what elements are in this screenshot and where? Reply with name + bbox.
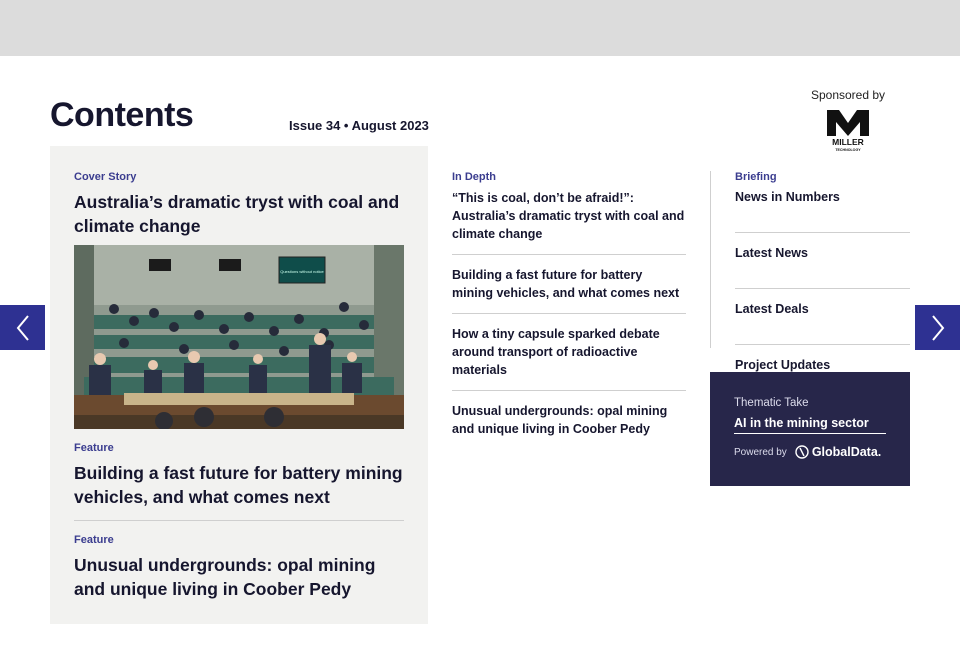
briefing-item-news-in-numbers[interactable]: News in Numbers: [735, 190, 910, 233]
powered-by-label: Powered by: [734, 446, 787, 458]
in-depth-item-1[interactable]: “This is coal, don’t be afraid!”: Australia’s dramatic tryst with coal and climate change: [452, 189, 686, 255]
miller-logo[interactable]: [823, 110, 873, 152]
parliament-photo-illustration: [74, 245, 404, 429]
feature-1-headline[interactable]: Building a fast future for battery mining vehicles, and what comes next: [74, 463, 403, 507]
powered-by: [734, 445, 881, 459]
in-depth-item-2[interactable]: Building a fast future for battery mining vehicles, and what comes next: [452, 266, 686, 314]
chevron-right-icon: [930, 314, 946, 342]
thematic-take-box[interactable]: [710, 372, 910, 486]
in-depth-column: [452, 171, 686, 460]
briefing-item-latest-news[interactable]: Latest News: [735, 246, 910, 289]
photo-screen-text: Questions without notice: [280, 269, 324, 274]
chevron-left-icon: [15, 314, 31, 342]
top-bar: [0, 0, 960, 56]
thematic-title[interactable]: AI in the mining sector: [734, 416, 886, 434]
briefing-item-project-updates[interactable]: Project Updates: [735, 358, 831, 372]
issue-label: Issue 34 • August 2023: [289, 118, 429, 133]
sponsor-logo-subtext: TECHNOLOGY: [835, 148, 861, 152]
column-divider: [710, 171, 711, 348]
feature-2-headline[interactable]: Unusual undergrounds: opal mining and unique living in Coober Pedy: [74, 555, 376, 599]
cover-photo[interactable]: [74, 245, 404, 429]
globaldata-icon: [795, 445, 809, 459]
cover-kicker: Cover Story: [74, 171, 137, 183]
cover-panel: [50, 146, 428, 624]
globaldata-brand: GlobalData.: [811, 445, 882, 459]
sponsor-block: [800, 88, 896, 152]
sponsor-logo-text: MILLER: [832, 137, 864, 147]
prev-page-button[interactable]: [0, 305, 45, 350]
divider: [74, 520, 404, 521]
feature-2-kicker: Feature: [74, 534, 114, 546]
next-page-button[interactable]: [915, 305, 960, 350]
feature-1-kicker: Feature: [74, 442, 114, 454]
globaldata-logo: [795, 445, 881, 459]
in-depth-item-4[interactable]: Unusual undergrounds: opal mining and unique living in Coober Pedy: [452, 404, 668, 436]
cover-headline[interactable]: Australia’s dramatic tryst with coal and climate change: [74, 192, 400, 236]
briefing-kicker: Briefing: [735, 171, 777, 183]
briefing-item-latest-deals[interactable]: Latest Deals: [735, 302, 910, 345]
page-title: Contents: [50, 96, 194, 134]
thematic-label: Thematic Take: [734, 397, 809, 409]
in-depth-kicker: In Depth: [452, 171, 496, 183]
sponsor-label: Sponsored by: [810, 88, 886, 102]
in-depth-item-3[interactable]: How a tiny capsule sparked debate around transport of radioactive materials: [452, 325, 686, 391]
